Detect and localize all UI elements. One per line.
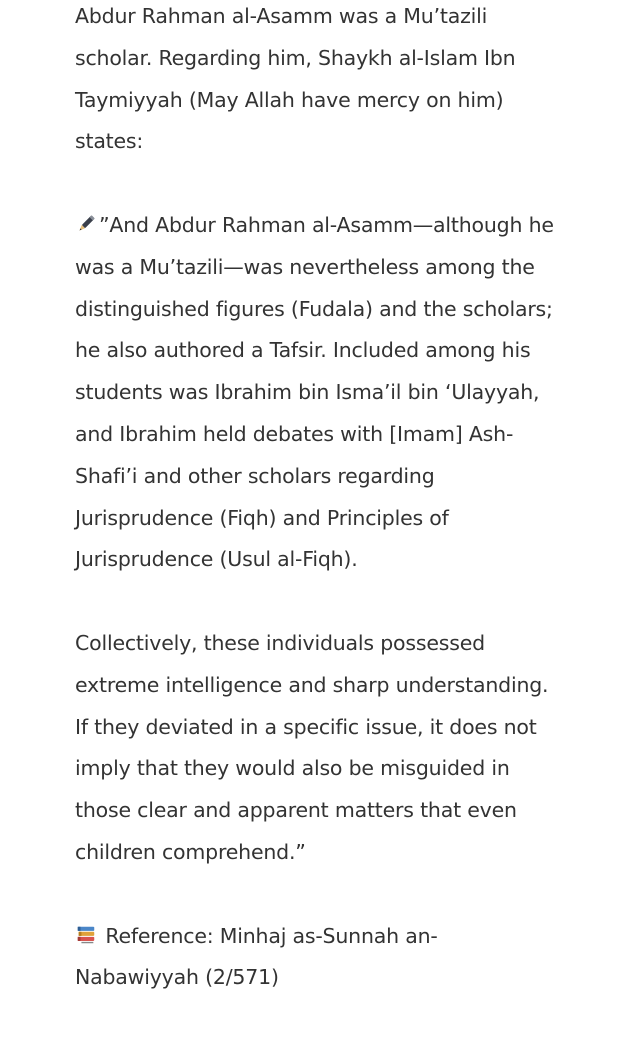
text-line: If they deviated in a specific issue, it does not — [75, 714, 537, 739]
text-line: Jurisprudence (Fiqh) and Principles of — [75, 505, 449, 530]
pen-icon — [75, 213, 97, 235]
article-body — [75, 0, 575, 1041]
text-line: he also authored a Tafsir. Included among his — [75, 338, 531, 363]
text-line: extreme intelligence and sharp understanding. — [75, 672, 549, 697]
text-line: Jurisprudence (Usul al-Fiqh). — [75, 547, 358, 572]
text-line: Abdur Rahman al-Asamm was a Mu’tazili — [75, 4, 488, 28]
text-line: Collectively, these individuals possessed — [75, 630, 485, 655]
reference-paragraph — [75, 916, 575, 1000]
books-icon — [75, 924, 97, 946]
text-line: Reference: Minhaj as-Sunnah an- — [75, 916, 575, 958]
text-line: children comprehend.” — [75, 839, 306, 864]
text-line: distinguished figures (Fudala) and the scholars; — [75, 296, 553, 321]
text-line: and Ibrahim held debates with [Imam] Ash- — [75, 421, 514, 446]
quote-paragraph — [75, 205, 575, 581]
text-line: ”And Abdur Rahman al-Asamm—although he — [75, 205, 575, 247]
text-line: states: — [75, 129, 144, 154]
text-line: Nabawiyyah (2/571) — [75, 965, 279, 990]
text-line: scholar. Regarding him, Shaykh al-Islam Ibn — [75, 45, 516, 70]
text-line: Shafi’i and other scholars regarding — [75, 463, 435, 488]
text-line: students was Ibrahim bin Isma’il bin ‘Ulayyah, — [75, 380, 540, 405]
intro-paragraph — [75, 0, 575, 163]
text-line: Taymiyyah (May Allah have mercy on him) — [75, 87, 504, 112]
text-line: those clear and apparent matters that even — [75, 798, 517, 823]
conclusion-paragraph — [75, 623, 575, 874]
text-line: was a Mu’tazili—was nevertheless among the — [75, 254, 535, 279]
text-line: imply that they would also be misguided in — [75, 756, 510, 781]
